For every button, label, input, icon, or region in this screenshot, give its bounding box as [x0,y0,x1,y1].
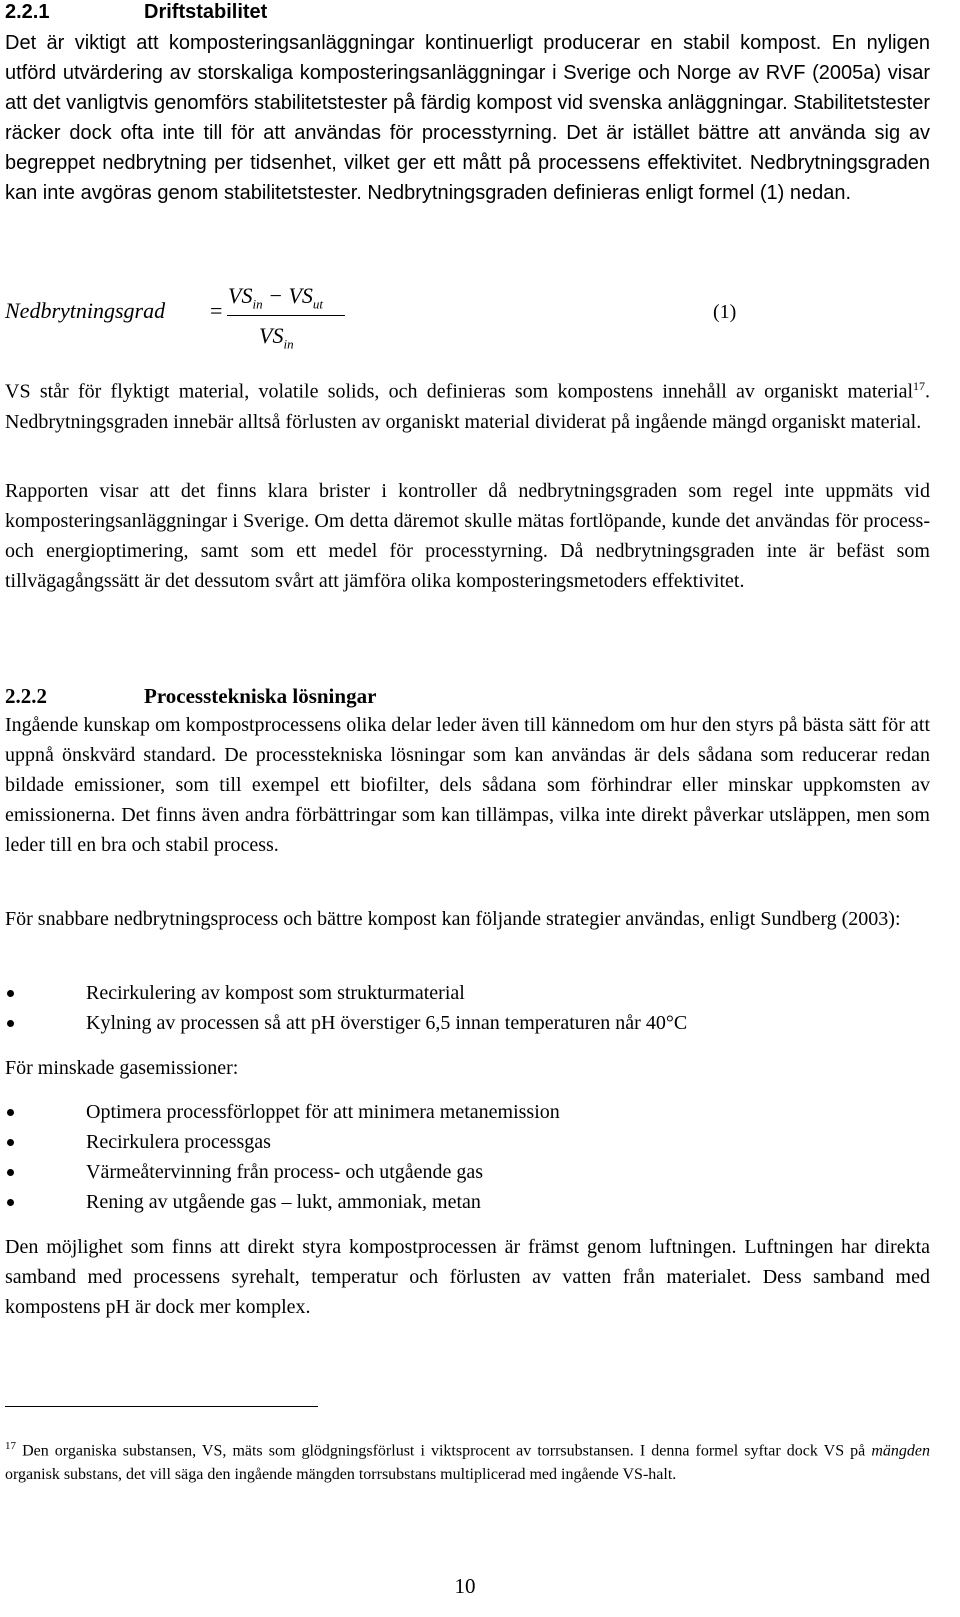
gas-intro: För minskade gasemissioner: [5,1057,239,1079]
formula-sub-in: in [252,296,263,312]
formula-minus: − [268,283,283,308]
list-item-text: Kylning av processen så att pH överstiger 6,5 innan temperaturen når 40°C [86,1012,688,1034]
formula-degradation [5,283,930,363]
strategies-intro: För snabbare nedbrytningsprocess och bättre kompost kan följande strategier användas, enligt Sundberg (2003): [5,908,901,930]
list-item [0,1187,925,1217]
footnote-emphasis: mängden [871,1442,930,1460]
section-number: 2.2.2 [5,684,47,708]
vs-text-after: . Nedbrytningsgraden innebär alltså förlusten av organiskt material dividerat på ingående mängd organiskt material. [5,380,930,433]
section-heading-2-2-2 [5,682,376,710]
footnote [5,1434,930,1487]
vs-text-before: VS står för flyktigt material, volatile solids, och definieras som kompostens innehåll av organiskt material [5,380,913,403]
formula-vs-ut: VS [288,283,313,308]
bullet-icon [7,1139,14,1146]
formula-den-sub: in [283,336,294,352]
bullet-icon [7,1020,14,1027]
list-item [0,1127,925,1157]
closing-paragraph: Den möjlighet som finns att direkt styra kompostprocessen är främst genom luftningen. Luftningen har direkta samband med processens syrehalt, temperatur och förlusten av vatten från materialet. Dess samband med kompostens pH är dock mer komplex. [5,1236,930,1318]
list-item-text: Optimera processförloppet för att minimera metanemission [86,1101,560,1123]
list-item-text: Rening av utgående gas – lukt, ammoniak, metan [86,1191,481,1213]
section-heading-2-2-1 [5,0,267,26]
list-item [0,1157,925,1187]
list-item [0,978,925,1008]
footnote-text-after: organisk substans, det vill säga den ingående mängden torrsubstans multiplicerad med ingående VS-halt. [5,1466,677,1484]
vs-definition-paragraph [5,371,930,437]
intro-paragraph: Det är viktigt att komposteringsanläggningar kontinuerligt producerar en stabil kompost. En nyligen utförd utvärdering av storskaliga komposteringsanläggningar i Sverige och Norge av RVF (2005a) visar att det vanligtvis genomförs stabilitetstester på färdig kompost vid svenska anläggningar. Stabilitetstester räcker dock ofta inte till för att användas för processtyrning. Det är istället bättre att använda sig av begreppet nedbrytning per tidsenhet, vilket ger ett mått på processens effektivitet. Nedbrytningsgraden kan inte avgöras genom stabilitetstester. Nedbrytningsgraden definieras enligt formel (1) nedan. [5,32,930,204]
process-intro-paragraph: Ingående kunskap om kompostprocessens olika delar leder även till kännedom om hur den styrs på bästa sätt för att uppnå önskvärd standard. De processtekniska lösningar som kan användas är dels sådana som reducerar redan bildade emissioner, som till exempel ett biofilter, dels sådana som förhindrar eller minskar uppkomsten av emissionerna. Det finns även andra förbättringar som kan tillämpas, vilka inte direkt påverkar utsläppen, men som leder till en bra och stabil process. [5,714,930,856]
page-number: 10 [454,1574,476,1598]
formula-reference: (1) [713,301,737,323]
footnote-ref: 17 [913,379,925,393]
formula-vs-in: VS [228,283,253,308]
list-item-text: Recirkulera processgas [86,1131,271,1153]
strategies-list [0,978,925,1038]
formula-den-vs: VS [259,323,284,348]
section-title: Driftstabilitet [144,1,268,23]
section-title: Processtekniska lösningar [144,684,377,708]
bullet-icon [7,1109,14,1116]
formula-numerator [228,283,323,312]
formula-equals: = [210,298,223,323]
bullet-icon [7,1169,14,1176]
footnote-separator [5,1406,318,1407]
section-number: 2.2.1 [5,1,50,23]
list-item-text: Värmeåtervinning från process- och utgående gas [86,1161,484,1183]
list-item [0,1097,925,1127]
bullet-icon [7,990,14,997]
formula-sub-ut: ut [312,296,324,312]
fraction-bar [227,315,345,316]
formula-denominator [259,323,294,352]
list-item [0,1008,925,1038]
formula-lhs: Nedbrytningsgrad [5,298,166,323]
footnote-text-before: Den organiska substansen, VS, mäts som glödgningsförlust i viktsprocent av torrsubstansen. I denna formel syftar dock VS på [16,1442,872,1460]
gas-list [0,1097,925,1217]
bullet-icon [7,1199,14,1206]
report-paragraph: Rapporten visar att det finns klara brister i kontroller då nedbrytningsgraden som regel inte uppmäts vid komposteringsanläggningar i Sverige. Om detta däremot skulle mätas fortlöpande, kunde det användas för process- och energioptimering, samt som ett medel för processtyrning. Då nedbrytningsgraden inte är befäst som tillvägagångssätt är det dessutom svårt att jämföra olika komposteringsmetoders effektivitet. [5,480,930,592]
footnote-number: 17 [5,1440,16,1452]
list-item-text: Recirkulering av kompost som strukturmaterial [86,982,465,1004]
